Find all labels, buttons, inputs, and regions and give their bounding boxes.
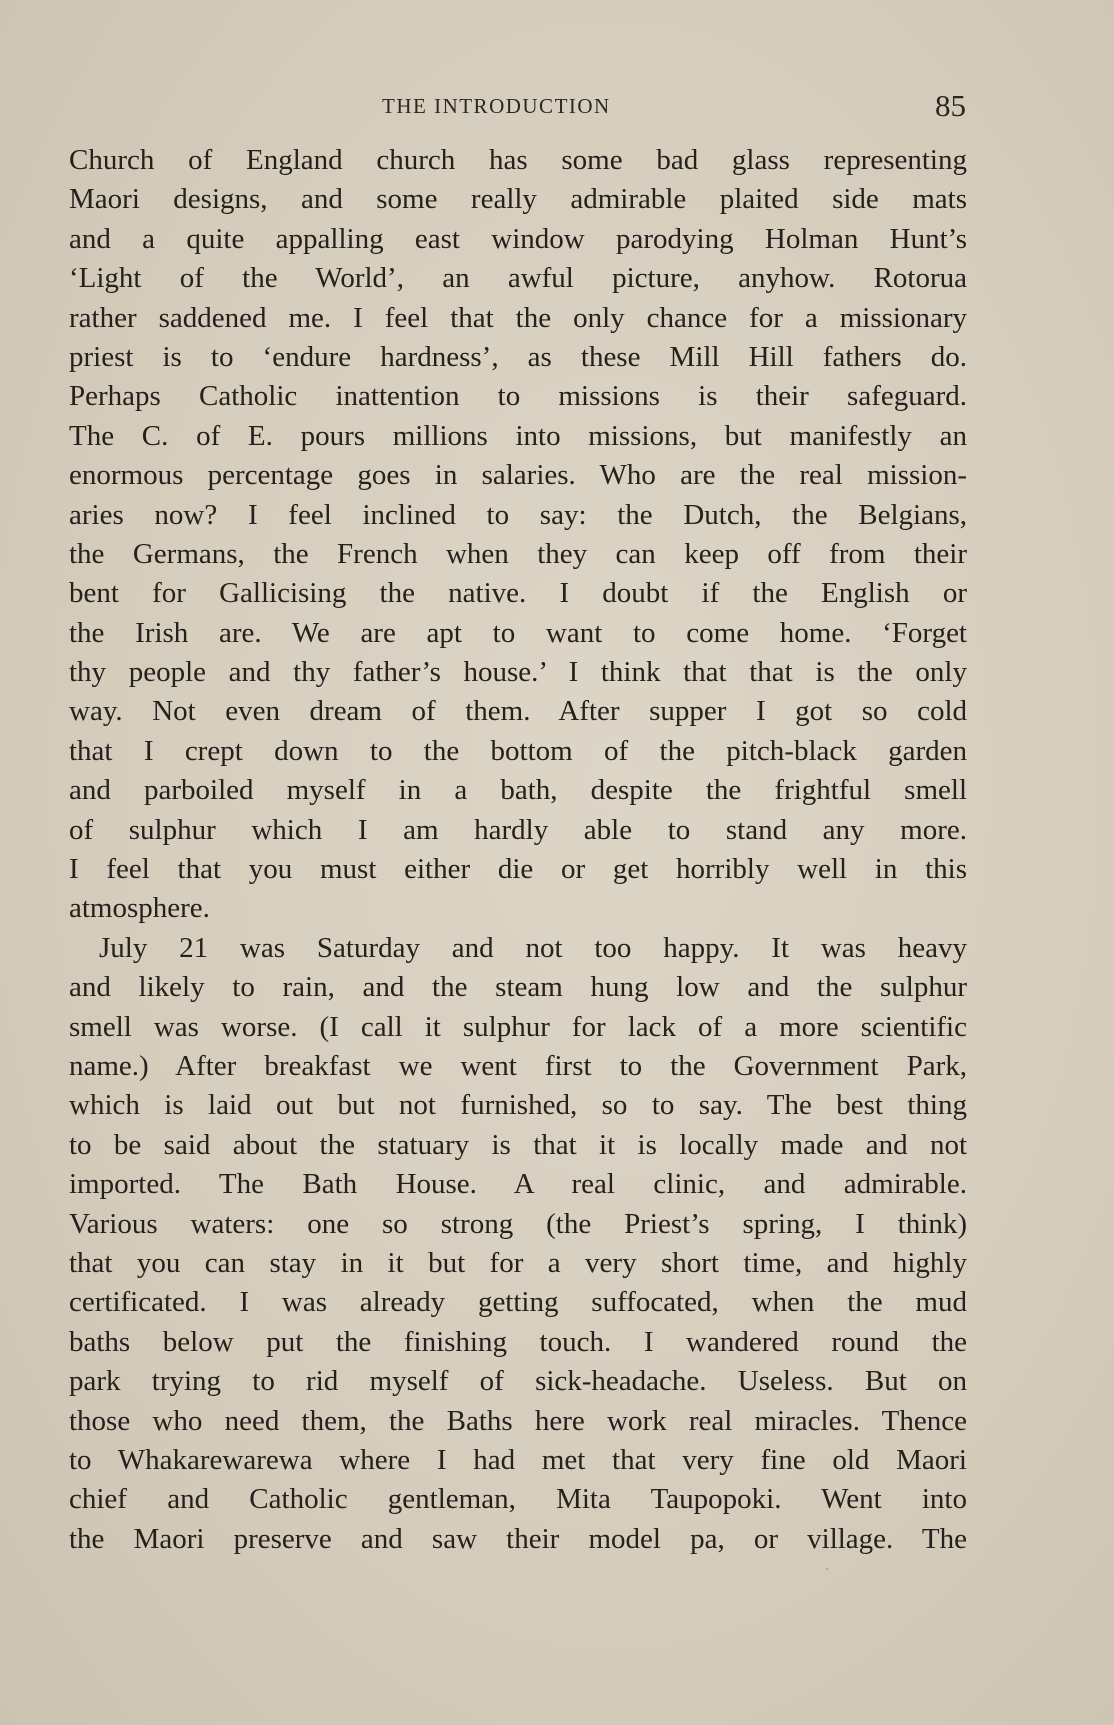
text-line: the Germans, the French when they can keep off from their	[69, 537, 967, 570]
text-line: and a quite appalling east window parodying Holman Hunt’s	[69, 222, 967, 255]
text-line: and likely to rain, and the steam hung low and the sulphur	[69, 971, 967, 1004]
text-line: those who need them, the Baths here work real miracles. Thence	[69, 1404, 967, 1437]
text-line: Various waters: one so strong (the Priest’s spring, I think)	[69, 1207, 967, 1240]
text-line: the Irish are. We are apt to want to come home. ‘Forget	[69, 616, 967, 649]
text-line: way. Not even dream of them. After supper I got so cold	[69, 695, 967, 728]
text-line: and parboiled myself in a bath, despite the frightful smell	[69, 774, 967, 807]
text-line: aries now? I feel inclined to say: the Dutch, the Belgians,	[69, 498, 967, 531]
text-line: park trying to rid myself of sick-headache. Useless. But on	[69, 1365, 967, 1398]
text-line: to Whakarewarewa where I had met that very fine old Maori	[69, 1443, 967, 1476]
text-line: of sulphur which I am hardly able to stand any more.	[69, 813, 967, 846]
text-line: bent for Gallicising the native. I doubt if the English or	[69, 577, 967, 610]
paragraph-start-line: July 21 was Saturday and not too happy. It was heavy	[99, 931, 967, 964]
text-line: certificated. I was already getting suffocated, when the mud	[69, 1286, 967, 1319]
text-line: smell was worse. (I call it sulphur for lack of a more scientific	[69, 1010, 967, 1043]
paper-speck	[826, 1568, 828, 1570]
text-line: that you can stay in it but for a very short time, and highly	[69, 1246, 967, 1279]
text-line: Maori designs, and some really admirable plaited side mats	[69, 183, 967, 216]
text-line: to be said about the statuary is that it is locally made and not	[69, 1128, 967, 1161]
text-line: enormous percentage goes in salaries. Who are the real mission-	[69, 459, 967, 492]
text-line: priest is to ‘endure hardness’, as these Mill Hill fathers do.	[69, 340, 967, 373]
running-title: THE INTRODUCTION	[382, 94, 611, 118]
text-line: name.) After breakfast we went first to the Government Park,	[69, 1049, 967, 1082]
text-line: Perhaps Catholic inattention to missions is their safeguard.	[69, 380, 967, 413]
text-line: The C. of E. pours millions into missions, but manifestly an	[69, 419, 967, 452]
text-line: ‘Light of the World’, an awful picture, anyhow. Rotorua	[69, 262, 967, 295]
text-line: chief and Catholic gentleman, Mita Taupopoki. Went into	[69, 1483, 967, 1516]
text-line: that I crept down to the bottom of the pitch-black garden	[69, 734, 967, 767]
text-line: I feel that you must either die or get horribly well in this	[69, 853, 967, 886]
text-line: Church of England church has some bad glass representing	[69, 144, 967, 176]
body-text	[69, 141, 967, 1559]
text-line: which is laid out but not furnished, so to say. The best thing	[69, 1089, 967, 1122]
running-head	[0, 88, 1114, 122]
text-line: imported. The Bath House. A real clinic, and admirable.	[69, 1168, 967, 1201]
text-line: the Maori preserve and saw their model pa, or village. The	[69, 1522, 967, 1555]
text-line: rather saddened me. I feel that the only chance for a missionary	[69, 301, 967, 334]
page-number: 85	[935, 88, 966, 123]
text-line: baths below put the finishing touch. I wandered round the	[69, 1325, 967, 1358]
text-line: thy people and thy father’s house.’ I think that that is the only	[69, 656, 967, 689]
paragraph-end-line: atmosphere.	[69, 892, 210, 925]
